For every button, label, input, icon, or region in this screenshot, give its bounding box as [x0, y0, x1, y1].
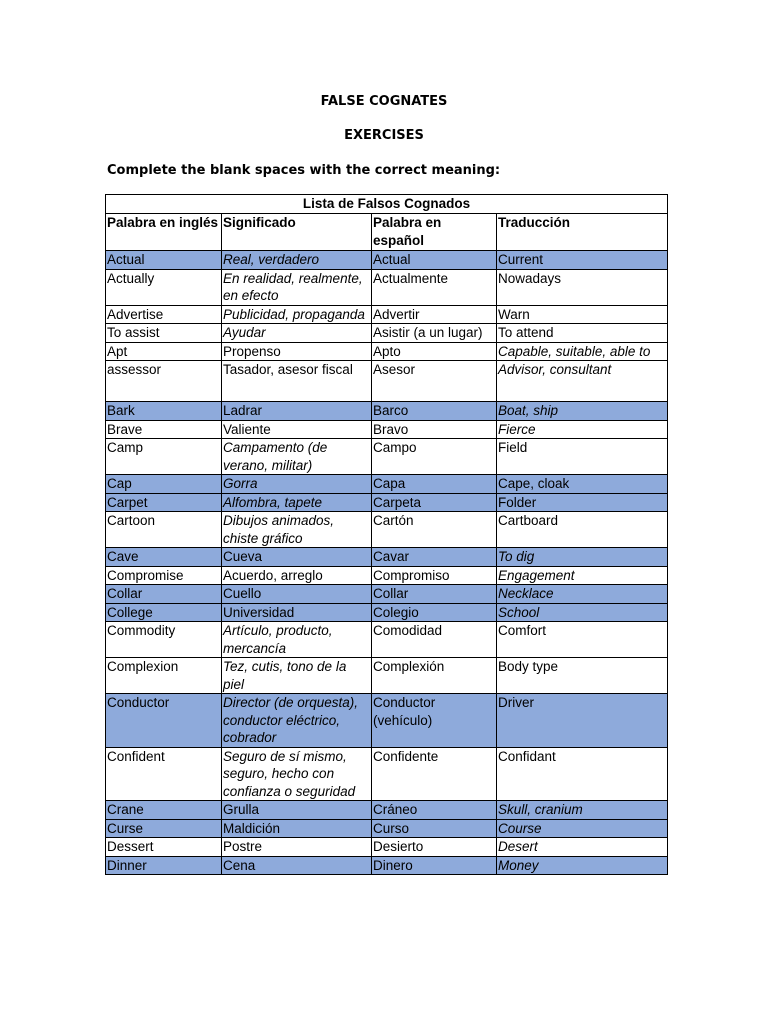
header-english-word: Palabra en inglés — [106, 214, 222, 251]
table-row — [106, 342, 668, 361]
cell-translation: Cape, cloak — [497, 475, 668, 494]
cell-meaning: Cuello — [222, 585, 372, 604]
table-row — [106, 402, 668, 421]
table-row — [106, 819, 668, 838]
cell-spanish-word: Cartón — [372, 512, 497, 548]
cell-english-word: Compromise — [106, 566, 222, 585]
cell-meaning: Director (de orquesta), conductor eléctrico, cobrador — [222, 694, 372, 748]
cell-english-word: Crane — [106, 801, 222, 820]
cell-translation: Body type — [497, 658, 668, 694]
cell-spanish-word: Actualmente — [372, 269, 497, 305]
cell-translation: School — [497, 603, 668, 622]
cell-meaning: Seguro de sí mismo, seguro, hecho con confianza o seguridad — [222, 747, 372, 801]
cell-translation: Desert — [497, 838, 668, 857]
cell-translation: To attend — [497, 324, 668, 343]
cell-translation: Course — [497, 819, 668, 838]
cell-meaning: Grulla — [222, 801, 372, 820]
cell-spanish-word: Complexión — [372, 658, 497, 694]
table-row — [106, 747, 668, 801]
cell-translation: Field — [497, 439, 668, 475]
table-row — [106, 475, 668, 494]
cell-spanish-word: Compromiso — [372, 566, 497, 585]
cell-translation: Current — [497, 251, 668, 270]
cell-english-word: Collar — [106, 585, 222, 604]
cell-english-word: Camp — [106, 439, 222, 475]
header-spanish-word: Palabra en español — [372, 214, 497, 251]
cell-meaning: Campamento (de verano, militar) — [222, 439, 372, 475]
cell-meaning: Alfombra, tapete — [222, 493, 372, 512]
table-row — [106, 324, 668, 343]
cell-spanish-word: Bravo — [372, 420, 497, 439]
cell-translation: Cartboard — [497, 512, 668, 548]
cell-english-word: Brave — [106, 420, 222, 439]
cell-meaning: Universidad — [222, 603, 372, 622]
cell-translation: Advisor, consultant — [497, 361, 668, 402]
cell-english-word: Advertise — [106, 305, 222, 324]
cell-translation: Skull, cranium — [497, 801, 668, 820]
table-row — [106, 439, 668, 475]
table-row — [106, 603, 668, 622]
cell-spanish-word: Collar — [372, 585, 497, 604]
table-row — [106, 361, 668, 402]
cell-translation: Comfort — [497, 622, 668, 658]
table-row — [106, 251, 668, 270]
false-cognates-table — [105, 194, 668, 875]
cell-english-word: Complexion — [106, 658, 222, 694]
cell-english-word: Curse — [106, 819, 222, 838]
cell-english-word: College — [106, 603, 222, 622]
cell-spanish-word: Carpeta — [372, 493, 497, 512]
table-row — [106, 694, 668, 748]
page-subtitle: EXERCISES — [344, 128, 424, 143]
table-row — [106, 622, 668, 658]
cell-spanish-word: Comodidad — [372, 622, 497, 658]
cell-meaning: Tez, cutis, tono de la piel — [222, 658, 372, 694]
cell-meaning: Artículo, producto, mercancía — [222, 622, 372, 658]
cell-spanish-word: Confidente — [372, 747, 497, 801]
table-row — [106, 305, 668, 324]
cell-spanish-word: Desierto — [372, 838, 497, 857]
cell-spanish-word: Actual — [372, 251, 497, 270]
table-caption: Lista de Falsos Cognados — [106, 195, 668, 214]
cell-meaning: Ayudar — [222, 324, 372, 343]
header-meaning: Significado — [222, 214, 372, 251]
cell-meaning: Cueva — [222, 548, 372, 567]
cell-english-word: To assist — [106, 324, 222, 343]
cell-spanish-word: Cráneo — [372, 801, 497, 820]
cell-spanish-word: Curso — [372, 819, 497, 838]
cell-spanish-word: Conductor (vehículo) — [372, 694, 497, 748]
cell-meaning: Cena — [222, 856, 372, 875]
cell-english-word: Actual — [106, 251, 222, 270]
cell-translation: Confidant — [497, 747, 668, 801]
cell-english-word: assessor — [106, 361, 222, 402]
cell-spanish-word: Colegio — [372, 603, 497, 622]
instruction-text: Complete the blank spaces with the correct meaning: — [107, 163, 501, 178]
cell-spanish-word: Barco — [372, 402, 497, 421]
table-row — [106, 658, 668, 694]
cell-translation: Fierce — [497, 420, 668, 439]
table-row — [106, 420, 668, 439]
cell-spanish-word: Asistir (a un lugar) — [372, 324, 497, 343]
cell-meaning: Real, verdadero — [222, 251, 372, 270]
cell-spanish-word: Apto — [372, 342, 497, 361]
cell-meaning: Gorra — [222, 475, 372, 494]
cell-spanish-word: Dinero — [372, 856, 497, 875]
cell-english-word: Bark — [106, 402, 222, 421]
cell-english-word: Actually — [106, 269, 222, 305]
cell-english-word: Dinner — [106, 856, 222, 875]
table-row — [106, 269, 668, 305]
cell-meaning: Valiente — [222, 420, 372, 439]
cell-translation: Warn — [497, 305, 668, 324]
table-body — [106, 251, 668, 875]
cell-meaning: Ladrar — [222, 402, 372, 421]
cell-meaning: Tasador, asesor fiscal — [222, 361, 372, 402]
cell-translation: To dig — [497, 548, 668, 567]
table-row — [106, 493, 668, 512]
cell-translation: Engagement — [497, 566, 668, 585]
page-title: FALSE COGNATES — [320, 94, 448, 109]
cell-english-word: Cave — [106, 548, 222, 567]
cell-meaning: Postre — [222, 838, 372, 857]
table-row — [106, 585, 668, 604]
cell-english-word: Dessert — [106, 838, 222, 857]
cell-meaning: En realidad, realmente, en efecto — [222, 269, 372, 305]
cell-meaning: Maldición — [222, 819, 372, 838]
cell-spanish-word: Capa — [372, 475, 497, 494]
cell-translation: Driver — [497, 694, 668, 748]
cell-meaning: Dibujos animados, chiste gráfico — [222, 512, 372, 548]
table-row — [106, 856, 668, 875]
cell-spanish-word: Campo — [372, 439, 497, 475]
cell-translation: Necklace — [497, 585, 668, 604]
table-row — [106, 566, 668, 585]
table-row — [106, 512, 668, 548]
cell-translation: Nowadays — [497, 269, 668, 305]
cell-spanish-word: Asesor — [372, 361, 497, 402]
cell-spanish-word: Advertir — [372, 305, 497, 324]
cell-english-word: Commodity — [106, 622, 222, 658]
cell-meaning: Propenso — [222, 342, 372, 361]
cell-translation: Capable, suitable, able to — [497, 342, 668, 361]
cell-meaning: Publicidad, propaganda — [222, 305, 372, 324]
cell-english-word: Cap — [106, 475, 222, 494]
cell-english-word: Apt — [106, 342, 222, 361]
cell-english-word: Cartoon — [106, 512, 222, 548]
cell-translation: Folder — [497, 493, 668, 512]
table-row — [106, 801, 668, 820]
cell-meaning: Acuerdo, arreglo — [222, 566, 372, 585]
cell-english-word: Conductor — [106, 694, 222, 748]
table-row — [106, 838, 668, 857]
cell-translation: Boat, ship — [497, 402, 668, 421]
cell-english-word: Carpet — [106, 493, 222, 512]
header-translation: Traducción — [497, 214, 668, 251]
cell-translation: Money — [497, 856, 668, 875]
cell-spanish-word: Cavar — [372, 548, 497, 567]
cell-english-word: Confident — [106, 747, 222, 801]
table-row — [106, 548, 668, 567]
